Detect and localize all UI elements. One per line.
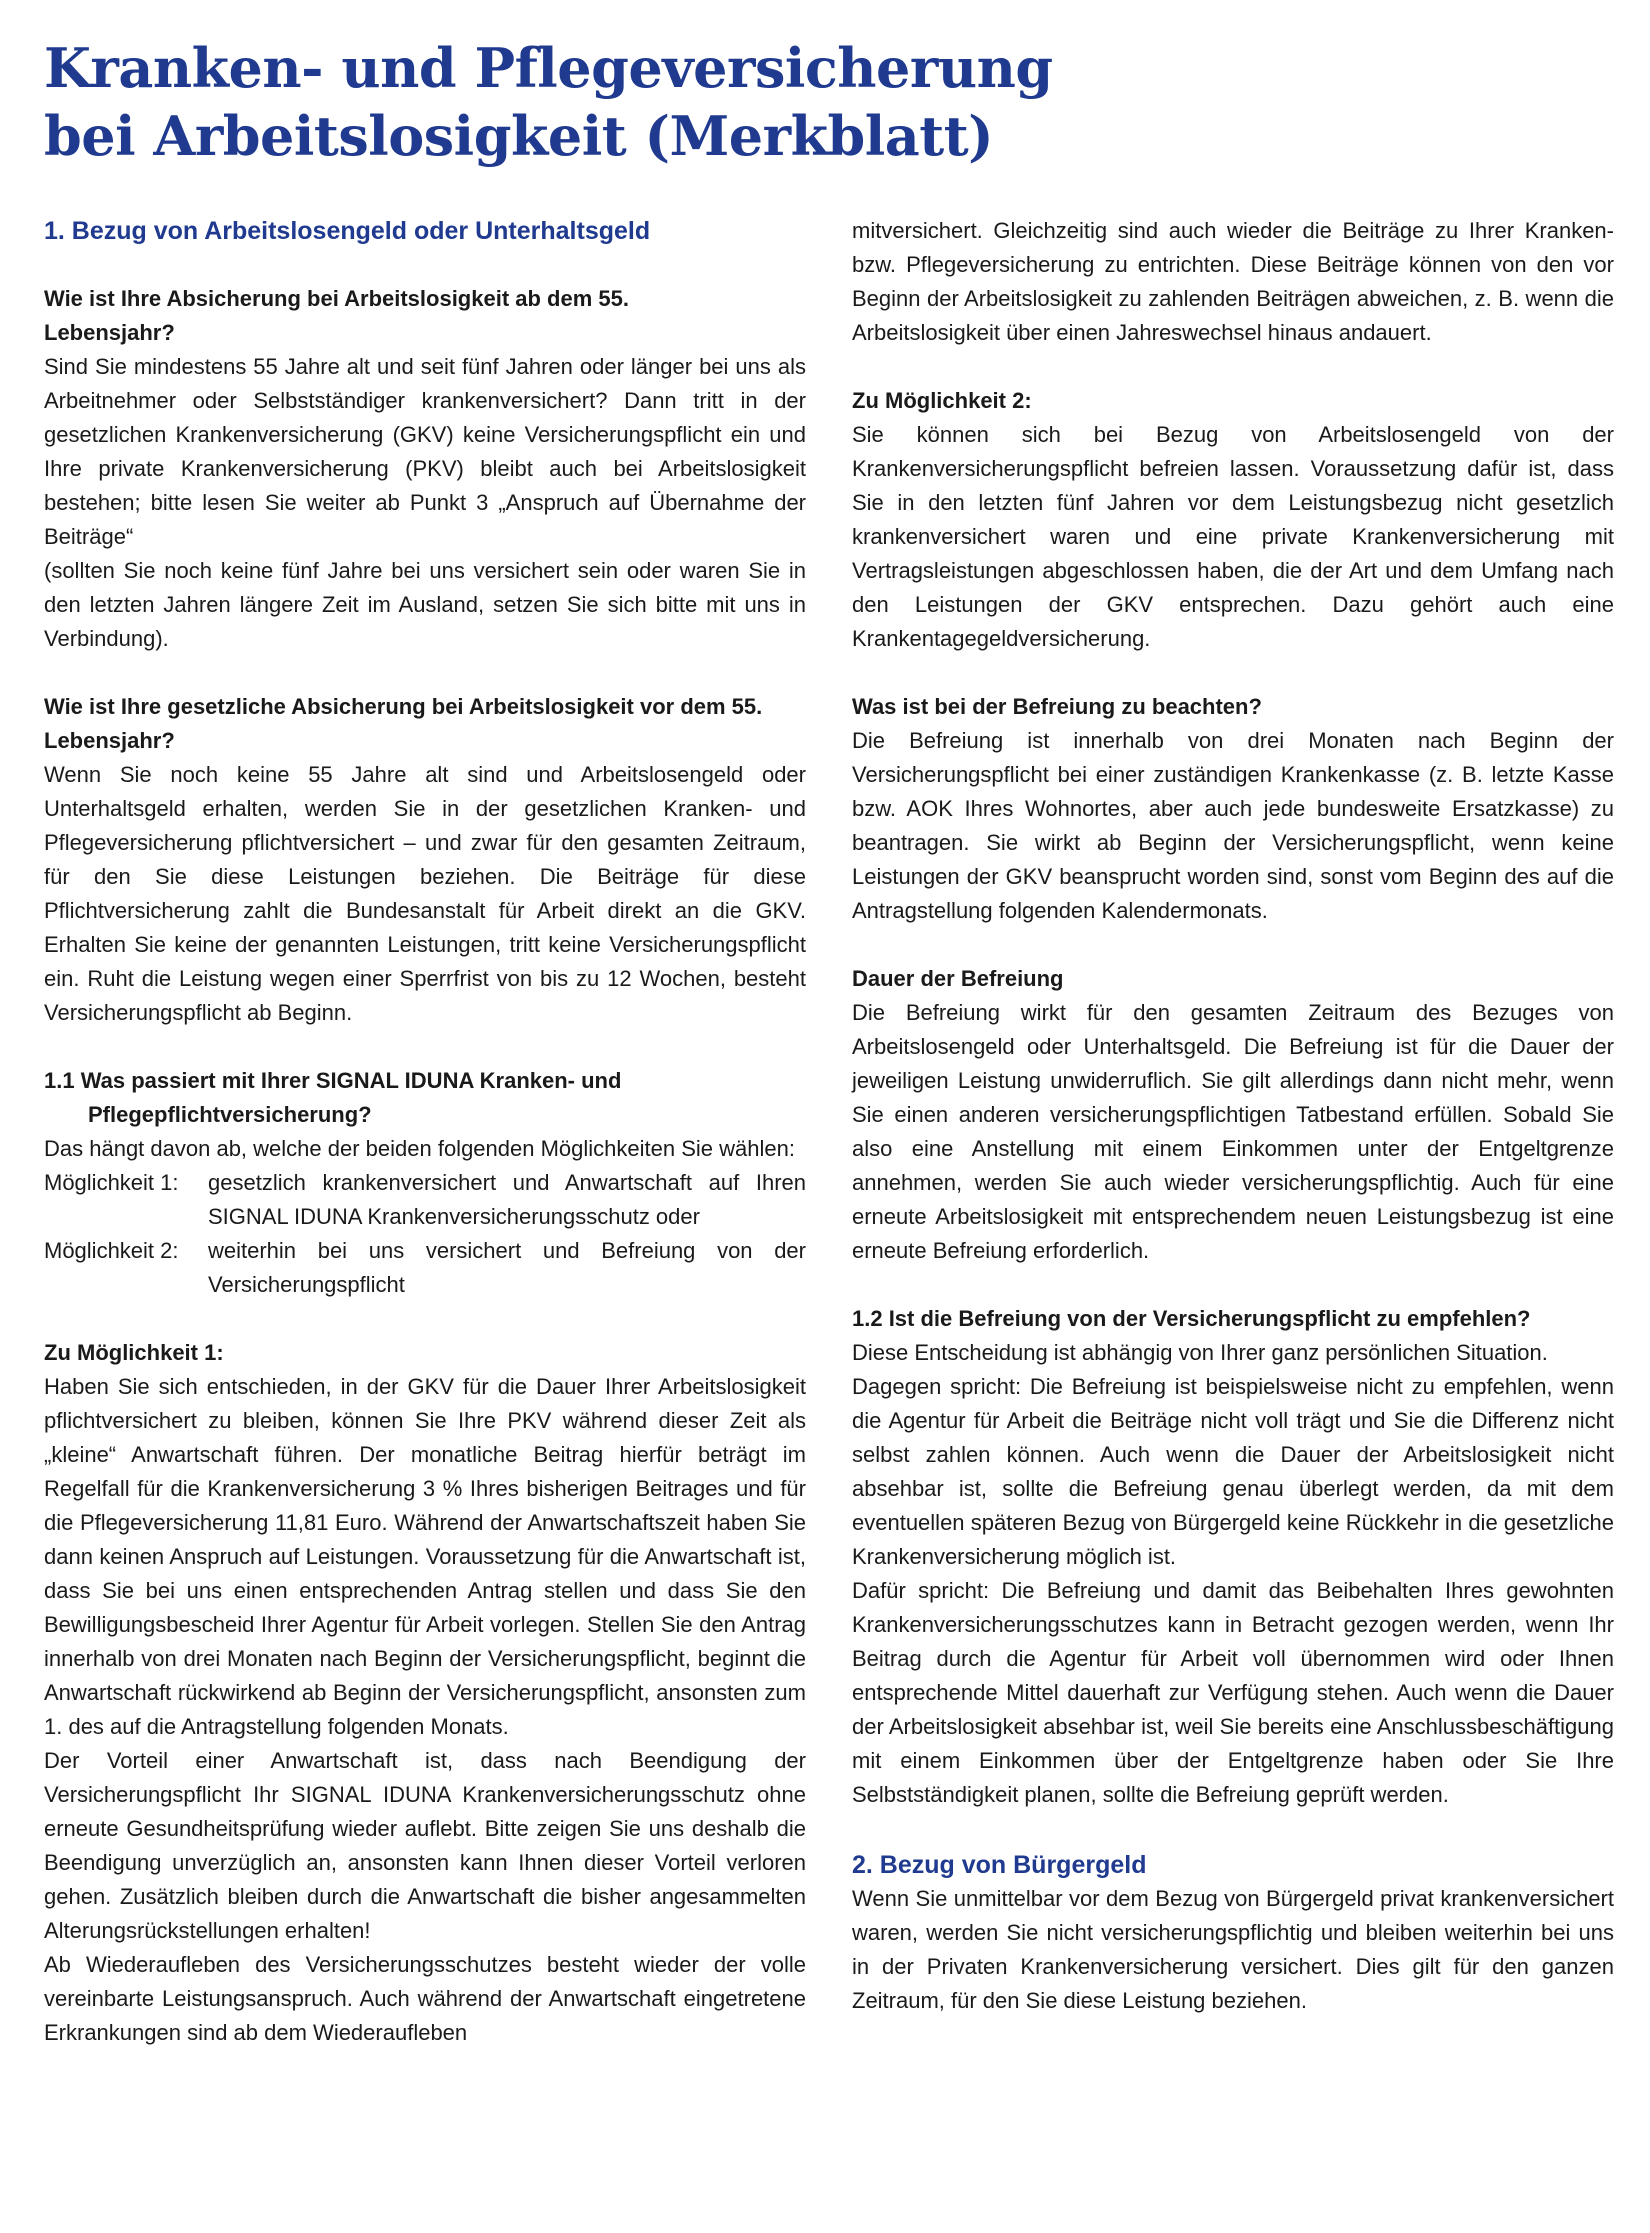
- section-1-2-heading: 1.2 Ist die Befreiung von der Versicherungspflicht zu empfehlen?: [852, 1306, 1531, 1331]
- m1-paragraph-1: Haben Sie sich entschieden, in der GKV für die Dauer Ihrer Arbeitslosigkeit pflichtversichert zu bleiben, können Sie Ihre PKV während dieser Zeit als „kleine“ Anwartschaft führen. Der monatliche Beitrag hierfür beträgt im Regelfall für die Krankenversicherung 3 % Ihres bisherigen Beitrages und für die Pflegeversicherung 11,81 Euro. Während der Anwartschaftszeit haben Sie dann keinen Anspruch auf Leistungen. Voraussetzung für die Anwartschaft ist, dass Sie bei uns einen entsprechenden Antrag stellen und dass Sie den Bewilligungsbescheid Ihrer Agentur für Arbeit vorlegen. Stellen Sie den Antrag innerhalb von drei Monaten nach Beginn der Versicherungspflicht, beginnt die Anwartschaft rückwirkend ab Beginn der Versicherungspflicht, ansonsten zum 1. des auf die Antragstellung folgenden Monats.: [44, 1374, 806, 1739]
- m2-paragraph: Sie können sich bei Bezug von Arbeitslosengeld von der Krankenversicherungspflicht befreien lassen. Voraussetzung dafür ist, dass Sie in den letzten fünf Jahren vor dem Leistungsbezug nicht gesetzlich krankenversichert waren und eine private Krankenversicherung mit Vertragsleistungen abgeschlossen haben, die der Art und dem Umfang nach den Leistungen der GKV entsprechen. Dazu gehört auch eine Krankentagegeldversicherung.: [852, 422, 1614, 651]
- option-1-desc: gesetzlich krankenversichert und Anwartschaft auf Ihren SIGNAL IDUNA Krankenversicherungsschutz oder: [208, 1170, 806, 1229]
- option-1-row: [44, 1166, 806, 1234]
- section-1-heading: 1. Bezug von Arbeitslosengeld oder Unterhaltsgeld: [44, 217, 651, 245]
- q1-paragraph-1: Sind Sie mindestens 55 Jahre alt und seit fünf Jahren oder länger bei uns als Arbeitnehmer oder Selbstständiger krankenversichert? Dann tritt in der gesetzlichen Krankenversicherung (GKV) keine Versicherungspflicht ein und Ihre private Krankenversicherung (PKV) bleibt auch bei Arbeitslosigkeit bestehen; bitte lesen Sie weiter ab Punkt 3 „Anspruch auf Übernahme der Beiträge“: [44, 354, 806, 549]
- q1-paragraph-2: (sollten Sie noch keine fünf Jahre bei uns versichert sein oder waren Sie in den letzten Jahren längere Zeit im Ausland, setzen Sie sich bitte mit uns in Verbindung).: [44, 558, 806, 651]
- option-1-term: Möglichkeit 1:: [44, 1170, 179, 1195]
- m1-paragraph-continued: mitversichert. Gleichzeitig sind auch wieder die Beiträge zu Ihrer Kranken- bzw. Pflegeversicherung zu entrichten. Diese Beiträge können von den vor Beginn der Arbeitslosigkeit zu zahlenden Beiträgen abweichen, z. B. wenn die Arbeitslosigkeit über einen Jahreswechsel hinaus andauert.: [852, 218, 1614, 345]
- dauer-paragraph: Die Befreiung wirkt für den gesamten Zeitraum des Bezuges von Arbeitslosengeld oder Unterhaltsgeld. Die Befreiung ist für die Dauer der jeweiligen Leistung unwiderruflich. Sie gilt allerdings dann nicht mehr, wenn Sie einen anderen versicherungspflichtigen Tatbestand erfüllen. Sobald Sie also eine Anstellung mit einem Einkommen unter der Entgeltgrenze annehmen, werden Sie auch wieder versicherungspflichtig. Auch für eine erneute Arbeitslosigkeit mit entsprechendem neuen Leistungsbezug ist eine erneute Befreiung erforderlich.: [852, 1000, 1614, 1263]
- section-2-heading: 2. Bezug von Bürgergeld: [852, 1851, 1147, 1879]
- befreiung-paragraph: Die Befreiung ist innerhalb von drei Monaten nach Beginn der Versicherungspflicht bei einer zuständigen Krankenkasse (z. B. letzte Kasse bzw. AOK Ihres Wohnortes, aber auch jede bundesweite Ersatzkasse) zu beantragen. Sie wirkt ab Beginn der Versicherungspflicht, wenn keine Leistungen der GKV beansprucht worden sind, sonst vom Beginn des auf die Antragstellung folgenden Kalendermonats.: [852, 728, 1614, 923]
- option-2-term: Möglichkeit 2:: [44, 1238, 179, 1263]
- option-2-row: [44, 1234, 806, 1302]
- m2-heading: Zu Möglichkeit 2:: [852, 388, 1032, 413]
- left-column: [44, 214, 806, 2050]
- title-line-1: Kranken- und Pflegeversicherung: [44, 36, 1053, 100]
- option-2-desc: weiterhin bei uns versichert und Befreiung von der Versicherungspflicht: [208, 1238, 806, 1297]
- section-1-1-heading: 1.1 Was passiert mit Ihrer SIGNAL IDUNA Kranken- und Pflegepflichtversicherung?: [44, 1068, 622, 1127]
- section-1-1-intro: Das hängt davon ab, welche der beiden folgenden Möglichkeiten Sie wählen:: [44, 1136, 795, 1161]
- q1-heading: Wie ist Ihre Absicherung bei Arbeitslosigkeit ab dem 55. Lebensjahr?: [44, 286, 629, 345]
- m1-paragraph-2: Der Vorteil einer Anwartschaft ist, dass nach Beendigung der Versicherungspflicht Ihr SIGNAL IDUNA Krankenversicherungsschutz ohne erneute Gesundheitsprüfung wieder auflebt. Bitte zeigen Sie uns deshalb die Beendigung unverzüglich an, ansonsten kann Ihnen dieser Vorteil verloren gehen. Zusätzlich bleiben durch die Anwartschaft die bisher angesammelten Alterungsrückstellungen erhalten!: [44, 1748, 806, 1943]
- title-line-2: bei Arbeitslosigkeit (Merkblatt): [44, 104, 994, 168]
- section-1-2-paragraph-2: Dagegen spricht: Die Befreiung ist beispielsweise nicht zu empfehlen, wenn die Agentur für Arbeit die Beiträge nicht voll trägt und Sie die Differenz nicht selbst zahlen können. Auch wenn die Dauer der Arbeitslosigkeit nicht absehbar ist, sollte die Befreiung genau überlegt werden, da mit dem eventuellen späteren Bezug von Bürgergeld keine Rückkehr in die gesetzliche Krankenversicherung möglich ist.: [852, 1374, 1614, 1569]
- section-1-2-paragraph-3: Dafür spricht: Die Befreiung und damit das Beibehalten Ihres gewohnten Krankenversicherungsschutzes kann in Betracht gezogen werden, wenn Ihr Beitrag durch die Agentur für Arbeit voll übernommen wird oder Ihnen entsprechende Mittel dauerhaft zur Verfügung stehen. Auch wenn die Dauer der Arbeitslosigkeit absehbar ist, weil Sie bereits eine Anschlussbeschäftigung mit einem Einkommen über der Entgeltgrenze haben oder Sie Ihre Selbstständigkeit planen, sollte die Befreiung geprüft werden.: [852, 1578, 1614, 1807]
- q2-heading: Wie ist Ihre gesetzliche Absicherung bei Arbeitslosigkeit vor dem 55. Lebensjahr?: [44, 694, 763, 753]
- befreiung-heading: Was ist bei der Befreiung zu beachten?: [852, 694, 1262, 719]
- dauer-heading: Dauer der Befreiung: [852, 966, 1064, 991]
- m1-heading: Zu Möglichkeit 1:: [44, 1340, 224, 1365]
- document-title: [44, 34, 1604, 170]
- q2-paragraph: Wenn Sie noch keine 55 Jahre alt sind und Arbeitslosengeld oder Unterhaltsgeld erhalten, werden Sie in der gesetzlichen Kranken- und Pflegeversicherung pflichtversichert – und zwar für den gesamten Zeitraum, für den Sie diese Leistungen beziehen. Die Beiträge für diese Pflichtversicherung zahlt die Bundesanstalt für Arbeit direkt an die GKV. Erhalten Sie keine der genannten Leistungen, tritt keine Versicherungspflicht ein. Ruht die Leistung wegen einer Sperrfrist von bis zu 12 Wochen, besteht Versicherungspflicht ab Beginn.: [44, 762, 806, 1025]
- section-1-2-paragraph-1: Diese Entscheidung ist abhängig von Ihrer ganz persönlichen Situation.: [852, 1340, 1548, 1365]
- right-column: [852, 214, 1614, 2018]
- m1-paragraph-3: Ab Wiederaufleben des Versicherungsschutzes besteht wieder der volle vereinbarte Leistungsanspruch. Auch während der Anwartschaft eingetretene Erkrankungen sind ab dem Wiederaufleben: [44, 1952, 806, 2045]
- section-2-paragraph: Wenn Sie unmittelbar vor dem Bezug von Bürgergeld privat krankenversichert waren, werden Sie nicht versicherungspflichtig und bleiben weiterhin bei uns in der Privaten Krankenversicherung versichert. Dies gilt für den ganzen Zeitraum, für den Sie diese Leistung beziehen.: [852, 1886, 1614, 2013]
